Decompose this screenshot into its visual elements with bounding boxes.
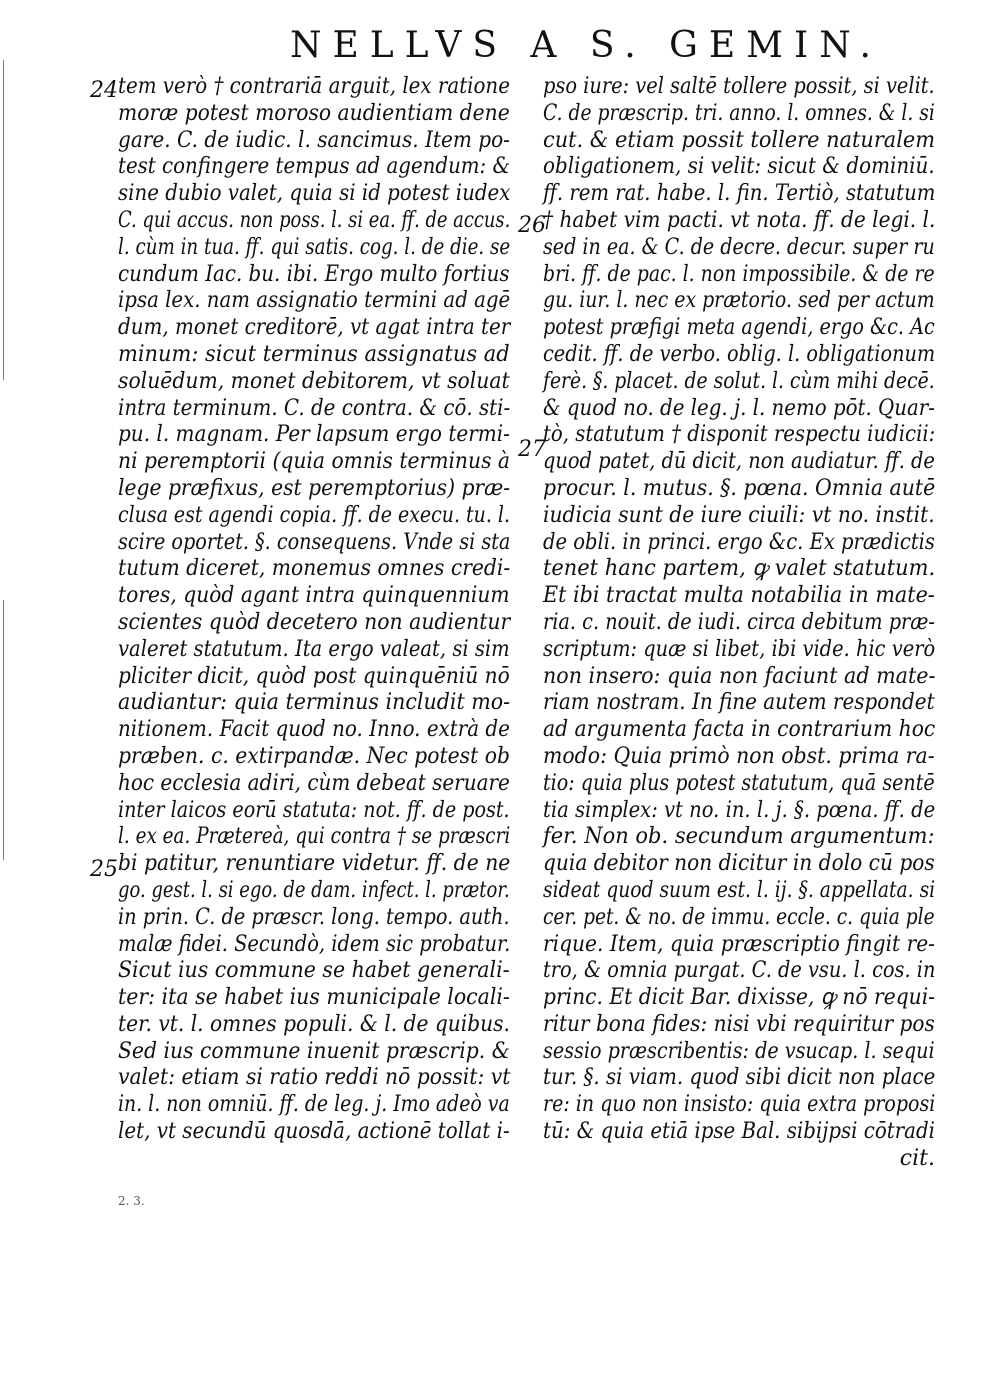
text-line: procur. l. mutus. §. pœna. Omnia autē xyxy=(543,475,936,501)
text-line: rique. Item, quia præscriptio fingit re- xyxy=(543,931,936,957)
text-line: tū: & quia etiā ipse Bal. sibijpsi cōtradi xyxy=(543,1119,935,1145)
text-line: Sed ius commune inuenit præscrip. & xyxy=(118,1038,510,1064)
text-line: Sicut ius commune se habet generali- xyxy=(118,958,510,984)
text-line: tio: quia plus potest statutum, quā sentē xyxy=(543,770,935,796)
text-line: fer. Non ob. secundum argumentum: xyxy=(543,824,935,850)
right-text-column xyxy=(543,74,935,1173)
text-line: cut. & etiam possit tollere naturalem xyxy=(543,127,936,153)
scan-edge-line xyxy=(3,600,4,860)
text-line: tores, quòd agant intra quinquennium xyxy=(118,583,510,609)
text-line: potest præfigi meta agendi, ergo &c. Ac xyxy=(543,315,935,341)
text-line: cer. pet. & no. de immu. eccle. c. quia ple xyxy=(543,904,935,930)
text-line: princ. Et dicit Bar. dixisse, ꝙ nō requi- xyxy=(543,985,936,1011)
text-line: quia debitor non dicitur in dolo cū pos xyxy=(543,851,935,877)
text-line: l. cùm in tua. ff. qui satis. cog. l. de die. se xyxy=(118,234,511,260)
text-line: pso iure: vel saltē tollere possit, si velit. xyxy=(543,74,935,99)
text-line: cedit. ff. de verbo. oblig. l. obligationum xyxy=(543,341,936,367)
text-line: C. qui accus. non poss. l. si ea. ff. de accus. xyxy=(118,207,511,233)
text-line: scientes quòd decetero non audientur xyxy=(118,609,511,635)
text-line: tur. §. si viam. quod sibi dicit non place xyxy=(543,1065,936,1091)
text-line: obligationem, si velit: sicut & dominiū. xyxy=(543,154,935,180)
text-line: ferè. §. placet. de solut. l. cùm mihi decē. xyxy=(543,368,935,394)
text-line: pu. l. magnam. Per lapsum ergo termi- xyxy=(118,422,510,448)
text-line: tem verò † contrariā arguit, lex ratione xyxy=(118,74,510,99)
text-line: minum: sicut terminus assignatus ad xyxy=(118,341,510,367)
text-line: C. de præscrip. tri. anno. l. omnes. & l. si xyxy=(543,100,935,126)
text-line: cit. xyxy=(899,1145,935,1171)
margin-number-26: 26 xyxy=(518,213,546,238)
text-line: let, vt secundū quosdā, actionē tollat i- xyxy=(118,1119,510,1145)
text-line: cundum Iac. bu. ibi. Ergo multo fortius xyxy=(118,261,510,287)
text-line: modo: Quia primò non obst. prima ra- xyxy=(543,743,935,769)
text-line: scire oportet. §. consequens. Vnde si sta xyxy=(118,529,511,555)
text-line: dum, monet creditorē, vt agat intra ter xyxy=(118,315,511,341)
text-line: sed in ea. & C. de decre. decur. super ru xyxy=(543,234,935,260)
text-line: non insero: quia non faciunt ad mate- xyxy=(543,663,936,689)
text-line: & quod no. de leg. j. l. nemo pōt. Quar- xyxy=(543,395,935,421)
text-line: ni peremptorii (quia omnis terminus à xyxy=(118,449,511,475)
signature-mark: 2. 3. xyxy=(118,1194,145,1208)
text-line: quod patet, dū dicit, non audiatur. ff. de xyxy=(543,449,935,475)
text-line: inter laicos eorū statuta: not. ff. de post. xyxy=(118,797,510,823)
text-line: tia simplex: vt no. in. l. j. §. pœna. ff. de xyxy=(543,797,936,823)
text-line: ria. c. nouit. de iudi. circa debitum præ- xyxy=(543,609,935,635)
scan-edge-line xyxy=(3,60,4,380)
text-line: clusa est agendi copia. ff. de execu. tu. l. xyxy=(118,502,510,528)
text-line: moræ potest moroso audientiam dene xyxy=(118,100,510,126)
text-line: scriptum: quæ si libet, ibi vide. hic verò xyxy=(543,636,936,662)
text-line: audiantur: quia terminus includit mo- xyxy=(118,690,511,716)
running-header: NELLVS A S. GEMIN. xyxy=(290,25,882,66)
text-line: gare. C. de iudic. l. sancimus. Item po- xyxy=(118,127,510,153)
text-line: in. l. non omniū. ff. de leg. j. Imo adeò va xyxy=(118,1092,510,1118)
text-line: tro, & omnia purgat. C. de vsu. l. cos. in xyxy=(543,958,936,984)
text-line: go. gest. l. si ego. de dam. infect. l. prætor. xyxy=(118,877,510,903)
text-line: intra terminum. C. de contra. & cō. sti- xyxy=(118,395,511,421)
text-line: præben. c. extirpandæ. Nec potest ob xyxy=(118,743,511,769)
text-line: ad argumenta facta in contrarium hoc xyxy=(543,717,936,743)
text-line: ff. rem rat. habe. l. fin. Tertiò, statutum xyxy=(543,181,936,207)
text-line: lege præfixus, est peremptorius) præ- xyxy=(118,475,511,501)
text-line: test confingere tempus ad agendum: & xyxy=(118,154,511,180)
text-line: Et ibi tractat multa notabilia in mate- xyxy=(543,583,935,609)
text-line: † habet vim pacti. vt nota. ff. de legi. l. xyxy=(543,207,936,233)
text-line: tutum diceret, monemus omnes credi- xyxy=(118,556,511,582)
text-line: bi patitur, renuntiare videtur. ff. de ne xyxy=(118,851,511,877)
text-line: in prin. C. de præscr. long. tempo. auth. xyxy=(118,904,510,930)
text-line: malæ fidei. Secundò, idem sic probatur. xyxy=(118,931,511,957)
text-line: de obli. in princi. ergo &c. Ex prædictis xyxy=(543,529,935,555)
left-text-column xyxy=(118,74,510,1146)
text-line: sideat quod suum est. l. ij. §. appellata. si xyxy=(543,877,936,903)
text-line: tò, statutum † disponit respectu iudicii: xyxy=(543,422,936,448)
text-line: sine dubio valet, quia si id potest iudex xyxy=(118,181,511,207)
text-line: valeret statutum. Ita ergo valeat, si sim xyxy=(118,636,510,662)
text-line: soluēdum, monet debitorem, vt soluat xyxy=(118,368,510,394)
text-line: sessio præscribentis: de vsucap. l. sequi xyxy=(543,1038,935,1064)
margin-number-25: 25 xyxy=(90,857,118,882)
text-line: ritur bona fides: nisi vbi requiritur pos xyxy=(543,1011,935,1037)
text-line: valet: etiam si ratio reddi nō possit: vt xyxy=(118,1065,511,1091)
text-line: bri. ff. de pac. l. non impossibile. & de re xyxy=(543,261,935,287)
text-line: gu. iur. l. nec ex prætorio. sed per actum xyxy=(543,288,935,314)
text-line: tenet hanc partem, ꝙ valet statutum. xyxy=(543,556,936,582)
text-line: ter. vt. l. omnes populi. & l. de quibus. xyxy=(118,1011,510,1037)
margin-number-24: 24 xyxy=(90,78,118,103)
text-line: ter: ita se habet ius municipale locali- xyxy=(118,985,510,1011)
margin-number-27: 27 xyxy=(518,437,546,462)
text-line: riam nostram. In fine autem respondet xyxy=(543,690,935,716)
text-line: hoc ecclesia adiri, cùm debeat seruare xyxy=(118,770,510,796)
text-line: pliciter dicit, quòd post quinquēniū nō xyxy=(118,663,510,689)
text-line: ipsa lex. nam assignatio termini ad agē xyxy=(118,288,511,314)
text-line: l. ex ea. Prætereà, qui contra † se præscri xyxy=(118,824,511,850)
text-line: nitionem. Facit quod no. Inno. extrà de xyxy=(118,717,510,743)
text-line: re: in quo non insisto: quia extra proposi xyxy=(543,1092,936,1118)
text-line: iudicia sunt de iure ciuili: vt no. instit. xyxy=(543,502,935,528)
